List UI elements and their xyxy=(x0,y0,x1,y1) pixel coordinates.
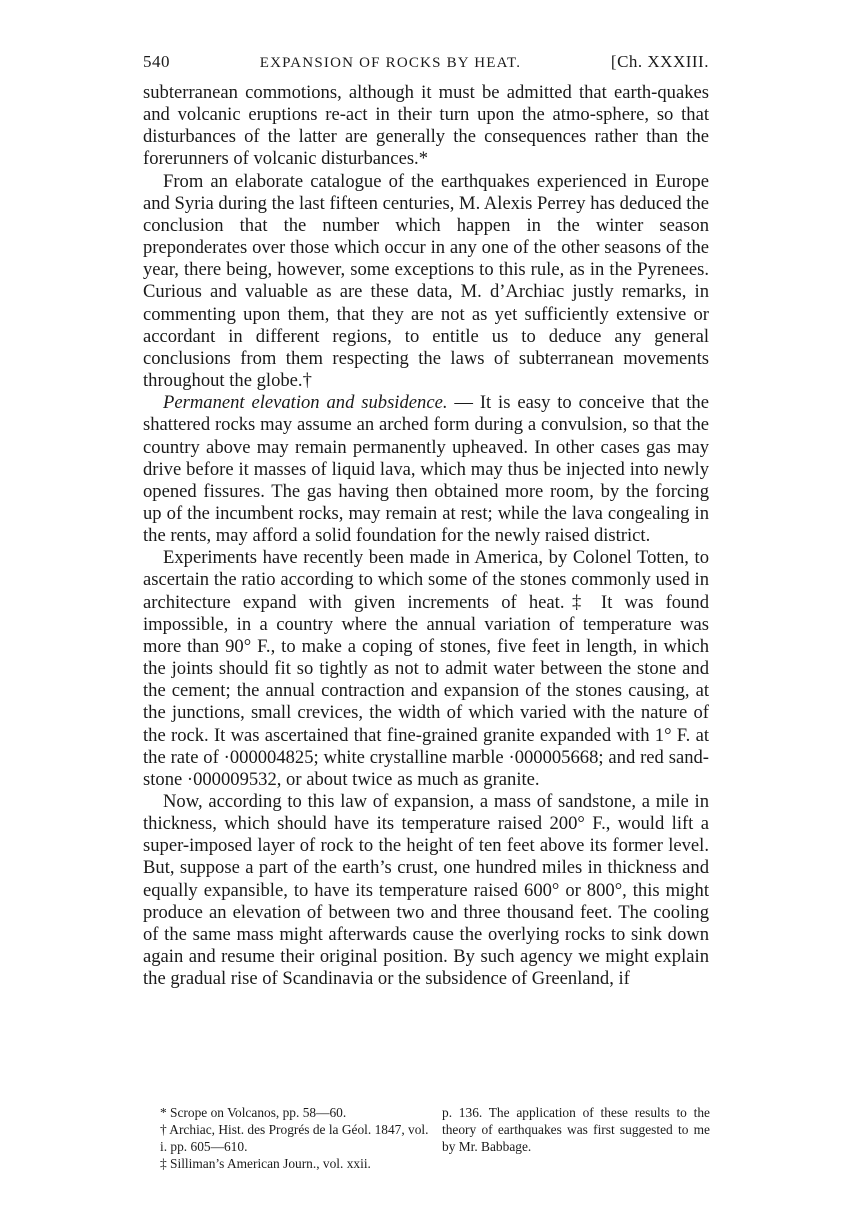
page-header xyxy=(143,52,709,72)
paragraph-4: Experiments have recently been made in America, by Colonel Totten, to ascertain the ratio according to which some of the stones commonly used in architecture expand with given increments of heat.‡ It was found impossible, in a country where the annual variation of temperature was more than 90° F., to make a coping of stones, five feet in length, in which the joints should fit so tightly as not to admit water between the stone and the cement; the annual contraction and expansion of the stones causing, at the junctions, small crevices, the width of which varied with the nature of the rock. It was ascertained that fine-grained granite expanded with 1° F. at the rate of ·000004825; white crystalline marble ·000005668; and red sand-stone ·000009532, or about twice as much as granite. xyxy=(143,547,709,790)
footnote-continuation: p. 136. The application of these results to the theory of earthquakes was first suggested to me by Mr. Babbage. xyxy=(442,1105,710,1154)
paragraph-3 xyxy=(143,392,709,547)
footnote-1: * Scrope on Volcanos, pp. 58—60. xyxy=(160,1105,347,1120)
section-heading: Permanent elevation and subsidence. xyxy=(163,392,448,414)
paragraph-1: subterranean commotions, although it must be admitted that earth-quakes and volcanic eruptions re-act in their turn upon the atmo-sphere, so that disturbances of the latter are generally the consequences rather than the forerunners of volcanic disturbances.* xyxy=(143,82,709,170)
book-page xyxy=(143,52,709,990)
running-title: EXPANSION OF ROCKS BY HEAT. xyxy=(259,55,522,71)
footnote-3: ‡ Silliman’s American Journ., vol. xxii. xyxy=(160,1156,371,1171)
footnotes-left-column xyxy=(160,1104,435,1172)
paragraph-5: Now, according to this law of expansion, a mass of sandstone, a mile in thickness, which should have its temperature raised 200° F., would lift a super-imposed layer of rock to the height of ten feet above its former level. But, suppose a part of the earth’s crust, one hundred miles in thickness and equally expansible, to have its temperature raised 600° or 800°, this might produce an elevation of between two and three thousand feet. The cooling of the same mass might afterwards cause the overlying rocks to sink down again and resume their original position. By such agency we might explain the gradual rise of Scandinavia or the subsidence of Greenland, if xyxy=(143,791,709,990)
footnote-2: † Archiac, Hist. des Progrés de la Géol. 1847, vol. i. pp. 605—610. xyxy=(160,1122,429,1154)
paragraph-2: From an elaborate catalogue of the earthquakes experienced in Europe and Syria during the last fifteen centuries, M. Alexis Perrey has deduced the conclusion that the number which happen in the winter season preponderates over those which occur in any one of the other seasons of the year, there being, however, some exceptions to this rule, as in the Pyrenees. Curious and valuable as are these data, M. d’Archiac justly remarks, in commenting upon them, that they are not as yet sufficiently extensive or accordant in different regions, to entitle us to deduce any general conclusions from them respecting the laws of subterranean movements throughout the globe.† xyxy=(143,170,709,392)
body-text xyxy=(143,82,709,990)
chapter-label: [Ch. XXXIII. xyxy=(610,52,709,71)
paragraph-3-text: — It is easy to conceive that the shattered rocks may assume an arched form during a convulsion, so that the country above may remain permanently upheaved. In other cases gas may drive before it masses of liquid lava, which may thus be injected into newly opened fissures. The gas having then obtained more room, by the forcing up of the incumbent rocks, may remain at rest; while the lava congealing in the rents, may afford a solid foundation for the newly raised district. xyxy=(143,392,709,547)
footnotes xyxy=(160,1104,710,1172)
page-number: 540 xyxy=(143,52,170,71)
